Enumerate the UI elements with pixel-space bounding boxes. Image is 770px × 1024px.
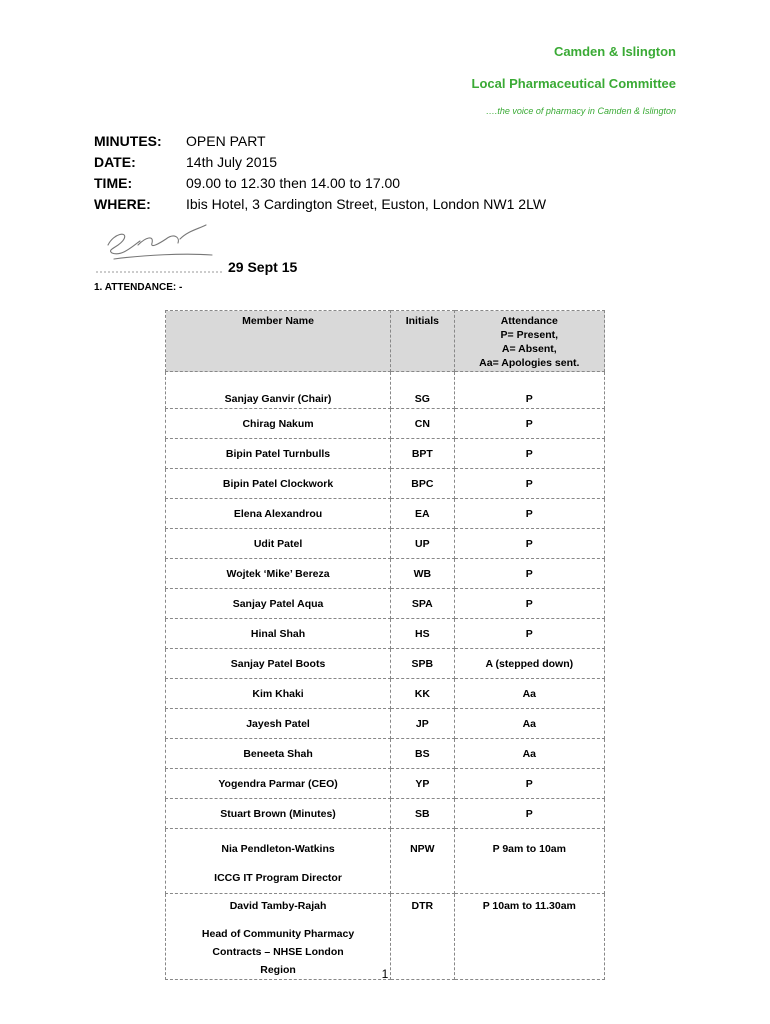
member-attendance: P 9am to 10am (454, 829, 604, 894)
member-attendance: Aa (454, 739, 604, 769)
table-row (166, 649, 605, 679)
member-name: Udit Patel (166, 529, 391, 559)
member-name: David Tamby-Rajah (229, 900, 327, 912)
member-role: Head of Community Pharmacy Contracts – NHSE London Region (201, 928, 355, 976)
member-attendance: P (454, 439, 604, 469)
member-initials: BPT (391, 439, 454, 469)
table-row (166, 469, 605, 499)
table-row (166, 619, 605, 649)
member-initials: EA (391, 499, 454, 529)
table-row (166, 409, 605, 439)
member-attendance: A (stepped down) (454, 649, 604, 679)
member-attendance: P 10am to 11.30am (454, 894, 604, 980)
meta-label: MINUTES: (94, 133, 162, 149)
member-initials: WB (391, 559, 454, 589)
member-name: Bipin Patel Turnbulls (166, 439, 391, 469)
header-member-name: Member Name (166, 311, 391, 372)
committee-name: Local Pharmaceutical Committee (471, 76, 676, 91)
table-row (166, 559, 605, 589)
signature-date: 29 Sept 15 (228, 259, 298, 275)
member-name: Kim Khaki (166, 679, 391, 709)
member-name: Sanjay Patel Aqua (166, 589, 391, 619)
table-row (166, 439, 605, 469)
member-attendance: P (454, 372, 604, 409)
member-initials: CN (391, 409, 454, 439)
member-attendance: Aa (454, 709, 604, 739)
member-attendance: P (454, 499, 604, 529)
member-name: Stuart Brown (Minutes) (166, 799, 391, 829)
table-row (166, 372, 605, 409)
meta-where (94, 194, 546, 215)
header-attendance-title: Attendance (500, 315, 558, 327)
table-row (166, 709, 605, 739)
member-name: Bipin Patel Clockwork (166, 469, 391, 499)
handwritten-signature (94, 215, 224, 273)
meta-minutes (94, 131, 546, 152)
table-header-row (166, 311, 605, 372)
member-initials: UP (391, 529, 454, 559)
member-initials: DTR (391, 894, 454, 980)
legend-absent: A= Absent, (501, 343, 557, 355)
meta-value: OPEN PART (186, 133, 266, 149)
member-name: Wojtek ‘Mike’ Bereza (166, 559, 391, 589)
member-initials: SPB (391, 649, 454, 679)
meta-value: 09.00 to 12.30 then 14.00 to 17.00 (186, 175, 401, 191)
member-initials: SB (391, 799, 454, 829)
member-name: Sanjay Patel Boots (166, 649, 391, 679)
member-name: Elena Alexandrou (166, 499, 391, 529)
meta-label: TIME: (94, 175, 133, 191)
member-attendance: P (454, 619, 604, 649)
member-name: Chirag Nakum (166, 409, 391, 439)
member-initials: SPA (391, 589, 454, 619)
table-row (166, 499, 605, 529)
legend-apologies: Aa= Apologies sent. (479, 357, 580, 369)
table-row (166, 739, 605, 769)
member-initials: SG (391, 372, 454, 409)
member-name: Hinal Shah (166, 619, 391, 649)
member-initials: NPW (391, 829, 454, 894)
meta-value: Ibis Hotel, 3 Cardington Street, Euston, London NW1 2LW (186, 196, 547, 212)
org-name: Camden & Islington (553, 44, 676, 59)
table-row (166, 799, 605, 829)
member-attendance: P (454, 469, 604, 499)
tagline: ….the voice of pharmacy in Camden & Islington (485, 106, 676, 116)
header-attendance (454, 311, 604, 372)
page-number: 1 (381, 967, 389, 981)
member-initials: KK (391, 679, 454, 709)
member-name: Jayesh Patel (166, 709, 391, 739)
member-attendance: Aa (454, 679, 604, 709)
member-name: Yogendra Parmar (CEO) (166, 769, 391, 799)
section-title: 1. ATTENDANCE: - (94, 282, 183, 293)
meeting-details (94, 131, 546, 215)
member-initials: YP (391, 769, 454, 799)
member-role: ICCG IT Program Director (214, 872, 342, 884)
table-row (166, 589, 605, 619)
member-attendance: P (454, 769, 604, 799)
table-row (166, 529, 605, 559)
meta-label: DATE: (94, 154, 136, 170)
table-row (166, 679, 605, 709)
member-name: Sanjay Ganvir (Chair) (166, 372, 391, 409)
member-attendance: P (454, 529, 604, 559)
attendance-table (165, 310, 605, 980)
meta-date (94, 152, 546, 173)
member-attendance: P (454, 589, 604, 619)
member-name-cell (166, 829, 391, 894)
member-attendance: P (454, 799, 604, 829)
table-row (166, 769, 605, 799)
member-attendance: P (454, 559, 604, 589)
table-row (166, 829, 605, 894)
member-initials: BS (391, 739, 454, 769)
member-attendance: P (454, 409, 604, 439)
member-name: Beneeta Shah (166, 739, 391, 769)
meta-time (94, 173, 546, 194)
member-name: Nia Pendleton-Watkins (221, 843, 335, 855)
legend-present: P= Present, (500, 329, 559, 341)
member-initials: BPC (391, 469, 454, 499)
header-initials: Initials (391, 311, 454, 372)
member-initials: HS (391, 619, 454, 649)
member-initials: JP (391, 709, 454, 739)
meta-label: WHERE: (94, 196, 151, 212)
meta-value: 14th July 2015 (186, 154, 278, 170)
